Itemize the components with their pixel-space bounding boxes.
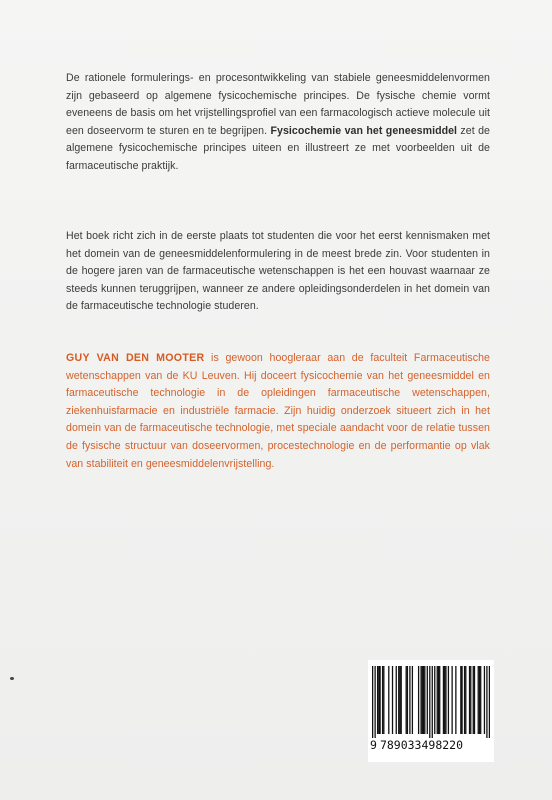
barcode-bar bbox=[388, 666, 389, 734]
barcode-digits bbox=[370, 738, 492, 752]
barcode-bar bbox=[422, 666, 423, 734]
barcode-bar bbox=[484, 666, 485, 734]
barcode-bar bbox=[451, 666, 452, 734]
barcode-bar bbox=[418, 666, 419, 734]
barcode-bar bbox=[383, 666, 384, 734]
barcode-bar bbox=[437, 666, 438, 734]
barcode-bar bbox=[464, 666, 465, 734]
barcode-bar bbox=[412, 666, 413, 734]
barcode-bar bbox=[474, 666, 475, 734]
barcode-bar bbox=[465, 666, 466, 734]
barcode-bar bbox=[396, 666, 397, 734]
blurb-paragraph-2 bbox=[66, 228, 490, 316]
barcode-bar bbox=[372, 666, 373, 738]
barcode-bar bbox=[489, 666, 490, 738]
barcode-bar bbox=[434, 666, 435, 734]
blurb-paragraph-2-text: Het boek richt zich in de eerste plaats tot studenten die voor het eerst kennismaken met het domein van de geneesmiddelenformulering in de meest brede zin. Voor studenten in de hogere jaren van de farmaceutische wetenschappen is het een houvast waarnaar ze steeds kunnen teruggrijpen, wanneer ze andere opleidingsonderdelen in het domein van de farmaceutische technologie studeren. bbox=[66, 230, 490, 313]
barcode-bar bbox=[470, 666, 471, 734]
barcode-bar bbox=[438, 666, 439, 734]
barcode-bar bbox=[473, 666, 474, 734]
barcode-bar bbox=[382, 666, 383, 734]
book-title: Fysicochemie van het geneesmiddel bbox=[270, 124, 458, 137]
barcode-bar bbox=[486, 666, 487, 738]
barcode-bar bbox=[374, 666, 375, 738]
barcode-bar bbox=[429, 666, 430, 738]
barcode-bars bbox=[372, 666, 490, 738]
barcode-bar bbox=[398, 666, 399, 734]
blurb-paragraph-1 bbox=[66, 70, 490, 176]
barcode-bar bbox=[432, 666, 433, 738]
barcode-bar bbox=[480, 666, 481, 734]
barcode-bar bbox=[401, 666, 402, 734]
isbn-barcode bbox=[368, 660, 494, 762]
barcode-bar bbox=[444, 666, 445, 734]
barcode-bar bbox=[392, 666, 393, 734]
author-bio-text: is gewoon hoogleraar aan de faculteit Farmaceutische wetenschappen van de KU Leuven. Hij doceert fysicochemie van het geneesmiddel en farmaceutische technologie in de opleidingen farmaceutische wetenschappen, ziekenhuisfarmacie en industriële farmacie. Zijn huidig onderzoek situeert zich in het domein van de farmaceutische technologie, met speciale aandacht voor de relatie tussen de fysische structuur van doseervormen, procestechnologie en de performantie op vlak van stabiliteit en geneesmiddelenvrijstelling. bbox=[66, 352, 490, 470]
author-bio bbox=[66, 350, 490, 473]
barcode-bar bbox=[455, 666, 456, 734]
barcode-number: 789033498220 bbox=[379, 738, 464, 752]
dust-speck bbox=[10, 677, 14, 680]
barcode-bar bbox=[478, 666, 479, 734]
barcode-bar bbox=[423, 666, 424, 734]
barcode-bar bbox=[407, 666, 408, 734]
author-name: GUY VAN DEN MOOTER bbox=[66, 352, 205, 364]
barcode-bar bbox=[461, 666, 462, 734]
barcode-bar bbox=[427, 666, 428, 734]
barcode-bar bbox=[420, 666, 421, 734]
barcode-bar bbox=[378, 666, 379, 734]
barcode-bar bbox=[409, 666, 410, 734]
barcode-bar bbox=[479, 666, 480, 734]
barcode-bar bbox=[406, 666, 407, 734]
barcode-first-digit: 9 bbox=[370, 738, 377, 752]
barcode-bar bbox=[469, 666, 470, 734]
barcode-bar bbox=[424, 666, 425, 734]
blurb-text-intro: De rationele formulerings- en procesontwikkeling van stabiele geneesmiddelenvormen zijn gebaseerd op algemene fysicochemische principes. De fysische chemie vormt eveneens de basis om het vrijstellingsprofiel van een farmacologisch actieve molecule uit een doseervorm te sturen en te begrijpen. bbox=[66, 72, 490, 137]
barcode-bar bbox=[443, 666, 444, 734]
barcode-bar bbox=[399, 666, 400, 734]
barcode-bar bbox=[377, 666, 378, 734]
barcode-bar bbox=[379, 666, 380, 734]
barcode-bar bbox=[439, 666, 440, 734]
barcode-bar bbox=[460, 666, 461, 734]
barcode-bar bbox=[448, 666, 449, 734]
barcode-bar bbox=[445, 666, 446, 734]
blurb-text-outro: zet de algemene fysicochemische principes uiteen en illustreert ze met voorbeelden uit de farmaceutische praktijk. bbox=[66, 124, 490, 172]
